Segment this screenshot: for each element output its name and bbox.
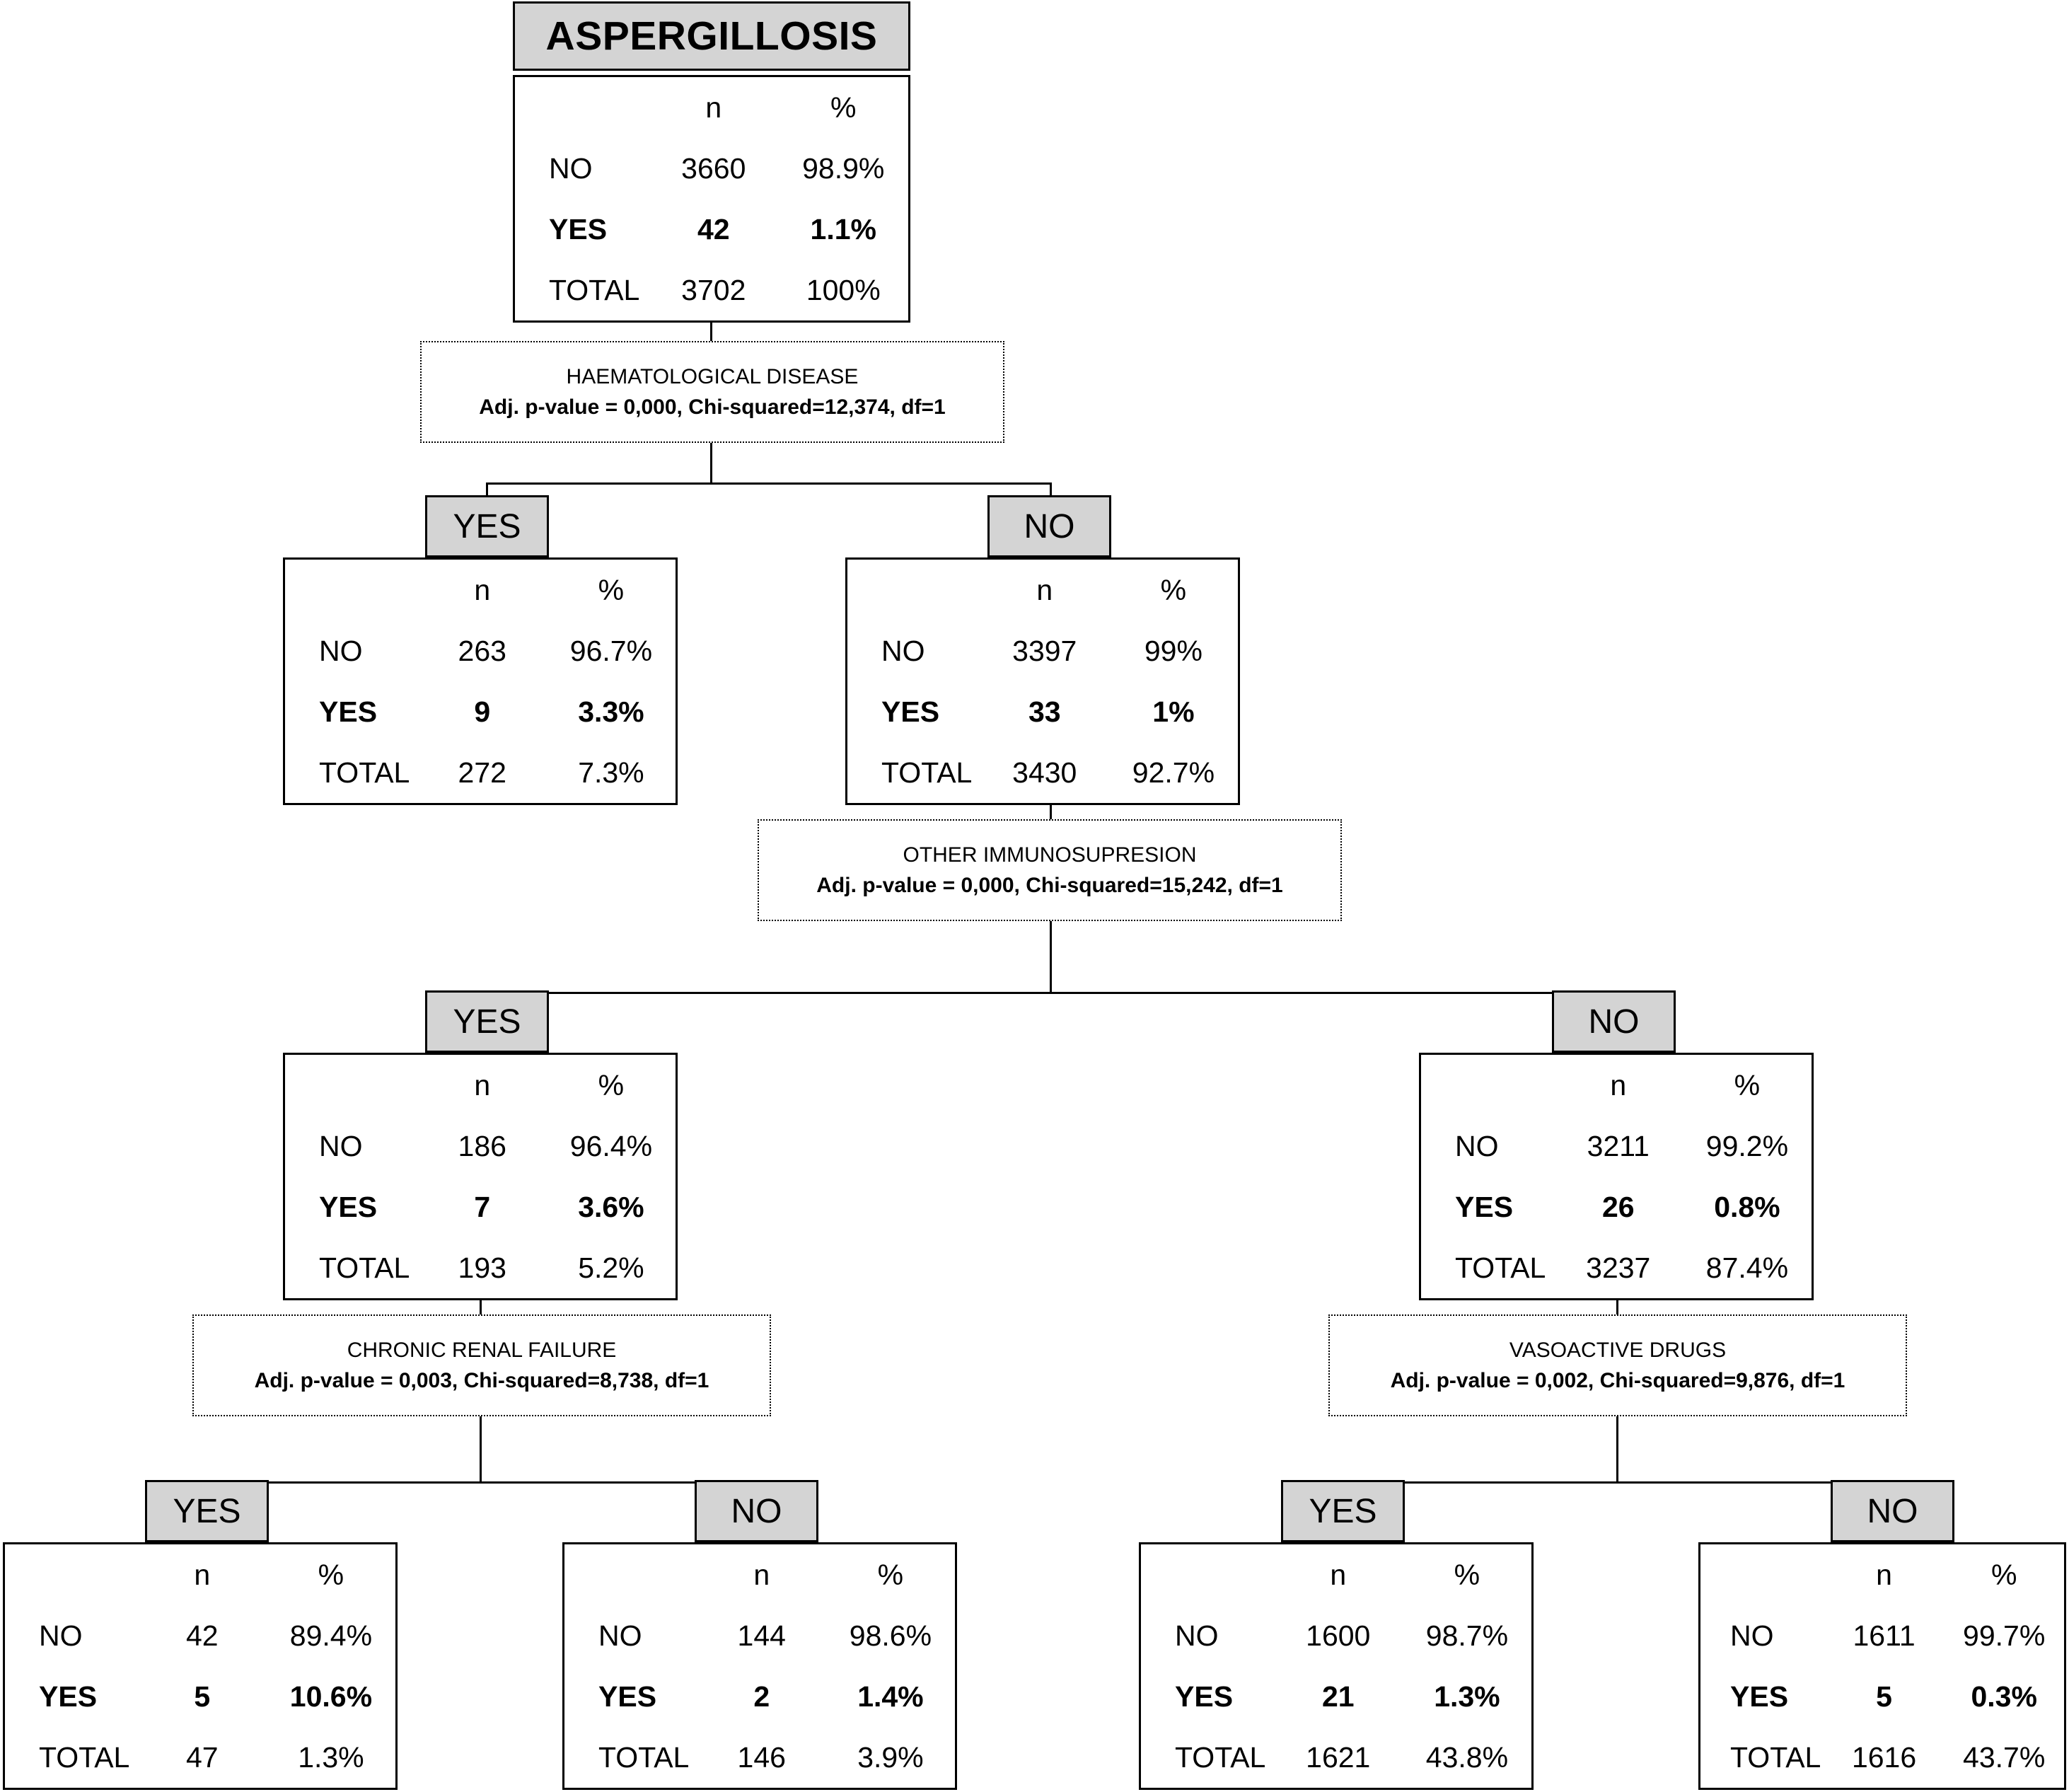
immuno-yes-col-n: n	[474, 1068, 491, 1102]
vaso-yes-row-yes-n: 21	[1321, 1680, 1355, 1713]
immuno-no-row-no-n: 3211	[1587, 1129, 1650, 1162]
connector-immunoyes-to-split3	[480, 1300, 482, 1314]
haem-no-row-no-label: NO	[881, 634, 925, 667]
haem-no-row-total-n: 3430	[1012, 756, 1077, 789]
split-immunosupresion-name: OTHER IMMUNOSUPRESION	[903, 843, 1197, 867]
vaso-yes-row-total-percent: 43.8%	[1425, 1740, 1509, 1774]
vaso-yes-row-total-n: 1621	[1306, 1740, 1371, 1774]
vaso-no-col-n: n	[1876, 1558, 1892, 1591]
haem-yes-row-no-percent: 96.7%	[569, 634, 653, 667]
root-row-total-percent: 100%	[806, 273, 881, 306]
connector-split1-bus	[486, 482, 1052, 485]
renal-yes-row-total-label: TOTAL	[39, 1740, 130, 1774]
renal-yes-row-no-label: NO	[39, 1619, 83, 1652]
root-row-no-n: 3660	[681, 151, 746, 185]
connector-split4-stem	[1616, 1416, 1618, 1481]
connector-split2-stem	[1050, 921, 1052, 992]
haem-no-row-yes-n: 33	[1028, 695, 1061, 728]
split-haematological-disease	[420, 341, 1004, 443]
renal-no-row-yes-n: 2	[753, 1680, 770, 1713]
root-stat-box	[513, 75, 910, 323]
haem-no-col-n: n	[1036, 573, 1053, 606]
root-title-box	[513, 1, 910, 71]
immuno-no-row-no-percent: 99.2%	[1705, 1129, 1789, 1162]
haem-yes-row-no-label: NO	[319, 634, 363, 667]
split-renal-name: CHRONIC RENAL FAILURE	[347, 1338, 617, 1362]
immuno-no-row-no-label: NO	[1455, 1129, 1499, 1162]
branch-chip-renal-no	[695, 1480, 818, 1542]
haem-no-row-yes-label: YES	[881, 695, 940, 728]
immuno-yes-row-no-n: 186	[458, 1129, 506, 1162]
split-haematological-name: HAEMATOLOGICAL DISEASE	[566, 364, 859, 388]
immuno-no-col-n: n	[1610, 1068, 1627, 1102]
vaso-no-row-total-label: TOTAL	[1730, 1740, 1821, 1774]
split-haematological-stats: Adj. p-value = 0,000, Chi-squared=12,374, df=1	[479, 395, 946, 419]
immuno-yes-row-total-percent: 5.2%	[578, 1251, 644, 1284]
renal-no-row-no-label: NO	[598, 1619, 642, 1652]
connector-haemno-to-split2	[1050, 805, 1052, 819]
immuno-no-col-percent: %	[1734, 1068, 1761, 1102]
renal-yes-row-yes-n: 5	[194, 1680, 211, 1713]
branch-chip-immuno-yes-label: YES	[453, 1002, 521, 1041]
branch-chip-vaso-no-label: NO	[1867, 1492, 1918, 1530]
vaso-no-row-yes-percent: 0.3%	[1971, 1680, 2037, 1713]
immuno-no-row-total-n: 3237	[1586, 1251, 1651, 1284]
root-row-total-label: TOTAL	[549, 273, 640, 306]
renal-no-row-yes-label: YES	[598, 1680, 657, 1713]
renal-no-row-total-n: 146	[737, 1740, 786, 1774]
immuno-yes-row-yes-n: 7	[474, 1190, 491, 1223]
renal-yes-col-percent: %	[318, 1558, 344, 1591]
connector-split1-right-drop	[1050, 482, 1052, 495]
vaso-no-row-no-percent: 99.7%	[1963, 1619, 2046, 1652]
renal-no-row-total-percent: 3.9%	[857, 1740, 924, 1774]
immuno-yes-col-percent: %	[598, 1068, 625, 1102]
haem-yes-row-total-percent: 7.3%	[578, 756, 644, 789]
branch-chip-renal-no-label: NO	[731, 1492, 782, 1530]
vaso-no-col-percent: %	[1990, 1558, 2017, 1591]
haem-yes-col-percent: %	[598, 573, 625, 606]
split-chronic-renal-failure	[192, 1314, 771, 1416]
branch-chip-immuno-yes	[425, 990, 549, 1053]
root-col-percent: %	[830, 91, 857, 124]
haem-no-row-total-label: TOTAL	[881, 756, 973, 789]
haem-no-row-no-percent: 99%	[1144, 634, 1202, 667]
haem-yes-row-total-label: TOTAL	[319, 756, 410, 789]
connector-split4-bus	[1343, 1481, 1894, 1484]
immuno-no-row-yes-label: YES	[1455, 1190, 1514, 1223]
root-row-yes-percent: 1.1%	[810, 212, 876, 245]
immuno-yes-row-yes-label: YES	[319, 1190, 378, 1223]
vaso-yes-row-no-percent: 98.7%	[1425, 1619, 1509, 1652]
immuno-yes-row-no-label: NO	[319, 1129, 363, 1162]
immuno-no-row-yes-n: 26	[1601, 1190, 1635, 1223]
vaso-no-row-no-n: 1611	[1853, 1619, 1916, 1652]
root-row-yes-label: YES	[549, 212, 608, 245]
haem-yes-row-yes-label: YES	[319, 695, 378, 728]
split-vasoactive-stats: Adj. p-value = 0,002, Chi-squared=9,876, df=1	[1390, 1369, 1845, 1392]
branch-chip-vaso-no	[1831, 1480, 1954, 1542]
split-renal-stats: Adj. p-value = 0,003, Chi-squared=8,738, df=1	[254, 1369, 709, 1392]
renal-yes-col-n: n	[194, 1558, 211, 1591]
root-row-no-label: NO	[549, 151, 593, 185]
node-renal-no	[562, 1542, 957, 1790]
vaso-no-row-total-n: 1616	[1851, 1740, 1917, 1774]
connector-split1-stem	[710, 443, 712, 482]
immuno-yes-row-total-label: TOTAL	[319, 1251, 410, 1284]
renal-no-col-n: n	[753, 1558, 770, 1591]
node-haematological-yes	[283, 557, 678, 805]
vaso-no-row-total-percent: 43.7%	[1963, 1740, 2046, 1774]
connector-split3-bus	[207, 1481, 758, 1484]
vaso-yes-col-n: n	[1330, 1558, 1347, 1591]
connector-root-to-split1	[710, 323, 712, 341]
node-renal-yes	[3, 1542, 398, 1790]
renal-no-row-total-label: TOTAL	[598, 1740, 690, 1774]
immuno-yes-row-total-n: 193	[458, 1251, 506, 1284]
branch-chip-renal-yes	[145, 1480, 269, 1542]
branch-chip-haem-yes-label: YES	[453, 507, 521, 545]
split-vasoactive-drugs	[1328, 1314, 1907, 1416]
renal-no-row-yes-percent: 1.4%	[857, 1680, 924, 1713]
branch-chip-vaso-yes	[1281, 1480, 1405, 1542]
vaso-no-row-yes-n: 5	[1876, 1680, 1892, 1713]
connector-split1-left-drop	[486, 482, 488, 495]
haem-no-row-no-n: 3397	[1012, 634, 1077, 667]
haem-no-row-yes-percent: 1%	[1152, 695, 1195, 728]
renal-yes-row-yes-percent: 10.6%	[289, 1680, 373, 1713]
node-immunosupresion-no	[1419, 1053, 1814, 1300]
haem-yes-row-yes-n: 9	[474, 695, 491, 728]
connector-split3-stem	[480, 1416, 482, 1481]
immuno-no-row-total-label: TOTAL	[1455, 1251, 1546, 1284]
node-haematological-no	[845, 557, 1240, 805]
vaso-no-row-no-label: NO	[1730, 1619, 1774, 1652]
immuno-no-row-yes-percent: 0.8%	[1714, 1190, 1780, 1223]
haem-yes-row-yes-percent: 3.3%	[578, 695, 644, 728]
branch-chip-immuno-no	[1552, 990, 1676, 1053]
connector-immunono-to-split4	[1616, 1300, 1618, 1314]
split-other-immunosupresion	[758, 819, 1342, 921]
haem-yes-row-no-n: 263	[458, 634, 506, 667]
split-vasoactive-name: VASOACTIVE DRUGS	[1509, 1338, 1727, 1362]
vaso-yes-row-no-n: 1600	[1306, 1619, 1371, 1652]
branch-chip-immuno-no-label: NO	[1588, 1002, 1640, 1041]
branch-chip-haem-no	[987, 495, 1111, 557]
branch-chip-haem-no-label: NO	[1024, 507, 1075, 545]
node-vasoactive-yes	[1139, 1542, 1534, 1790]
vaso-yes-row-total-label: TOTAL	[1175, 1740, 1266, 1774]
root-row-no-percent: 98.9%	[802, 151, 885, 185]
renal-yes-row-no-percent: 89.4%	[289, 1619, 373, 1652]
renal-yes-row-total-percent: 1.3%	[298, 1740, 364, 1774]
haem-no-col-percent: %	[1160, 573, 1187, 606]
split-immunosupresion-stats: Adj. p-value = 0,000, Chi-squared=15,242, df=1	[816, 874, 1283, 897]
connector-split2-bus	[487, 992, 1641, 994]
renal-yes-row-yes-label: YES	[39, 1680, 98, 1713]
vaso-yes-row-no-label: NO	[1175, 1619, 1219, 1652]
node-immunosupresion-yes	[283, 1053, 678, 1300]
immuno-yes-row-yes-percent: 3.6%	[578, 1190, 644, 1223]
renal-no-row-no-percent: 98.6%	[849, 1619, 932, 1652]
renal-yes-row-no-n: 42	[185, 1619, 219, 1652]
node-vasoactive-no	[1698, 1542, 2066, 1790]
vaso-yes-col-percent: %	[1454, 1558, 1480, 1591]
branch-chip-renal-yes-label: YES	[173, 1492, 241, 1530]
root-row-total-n: 3702	[681, 273, 746, 306]
vaso-no-row-yes-label: YES	[1730, 1680, 1789, 1713]
branch-chip-haem-yes	[425, 495, 549, 557]
renal-no-col-percent: %	[877, 1558, 904, 1591]
renal-no-row-no-n: 144	[737, 1619, 786, 1652]
vaso-yes-row-yes-label: YES	[1175, 1680, 1234, 1713]
root-title-label: ASPERGILLOSIS	[545, 13, 878, 59]
root-col-n: n	[705, 91, 722, 124]
renal-yes-row-total-n: 47	[185, 1740, 219, 1774]
haem-yes-col-n: n	[474, 573, 491, 606]
haem-no-row-total-percent: 92.7%	[1132, 756, 1215, 789]
vaso-yes-row-yes-percent: 1.3%	[1434, 1680, 1500, 1713]
branch-chip-vaso-yes-label: YES	[1309, 1492, 1377, 1530]
haem-yes-row-total-n: 272	[458, 756, 506, 789]
root-row-yes-n: 42	[697, 212, 730, 245]
immuno-yes-row-no-percent: 96.4%	[569, 1129, 653, 1162]
immuno-no-row-total-percent: 87.4%	[1705, 1251, 1789, 1284]
